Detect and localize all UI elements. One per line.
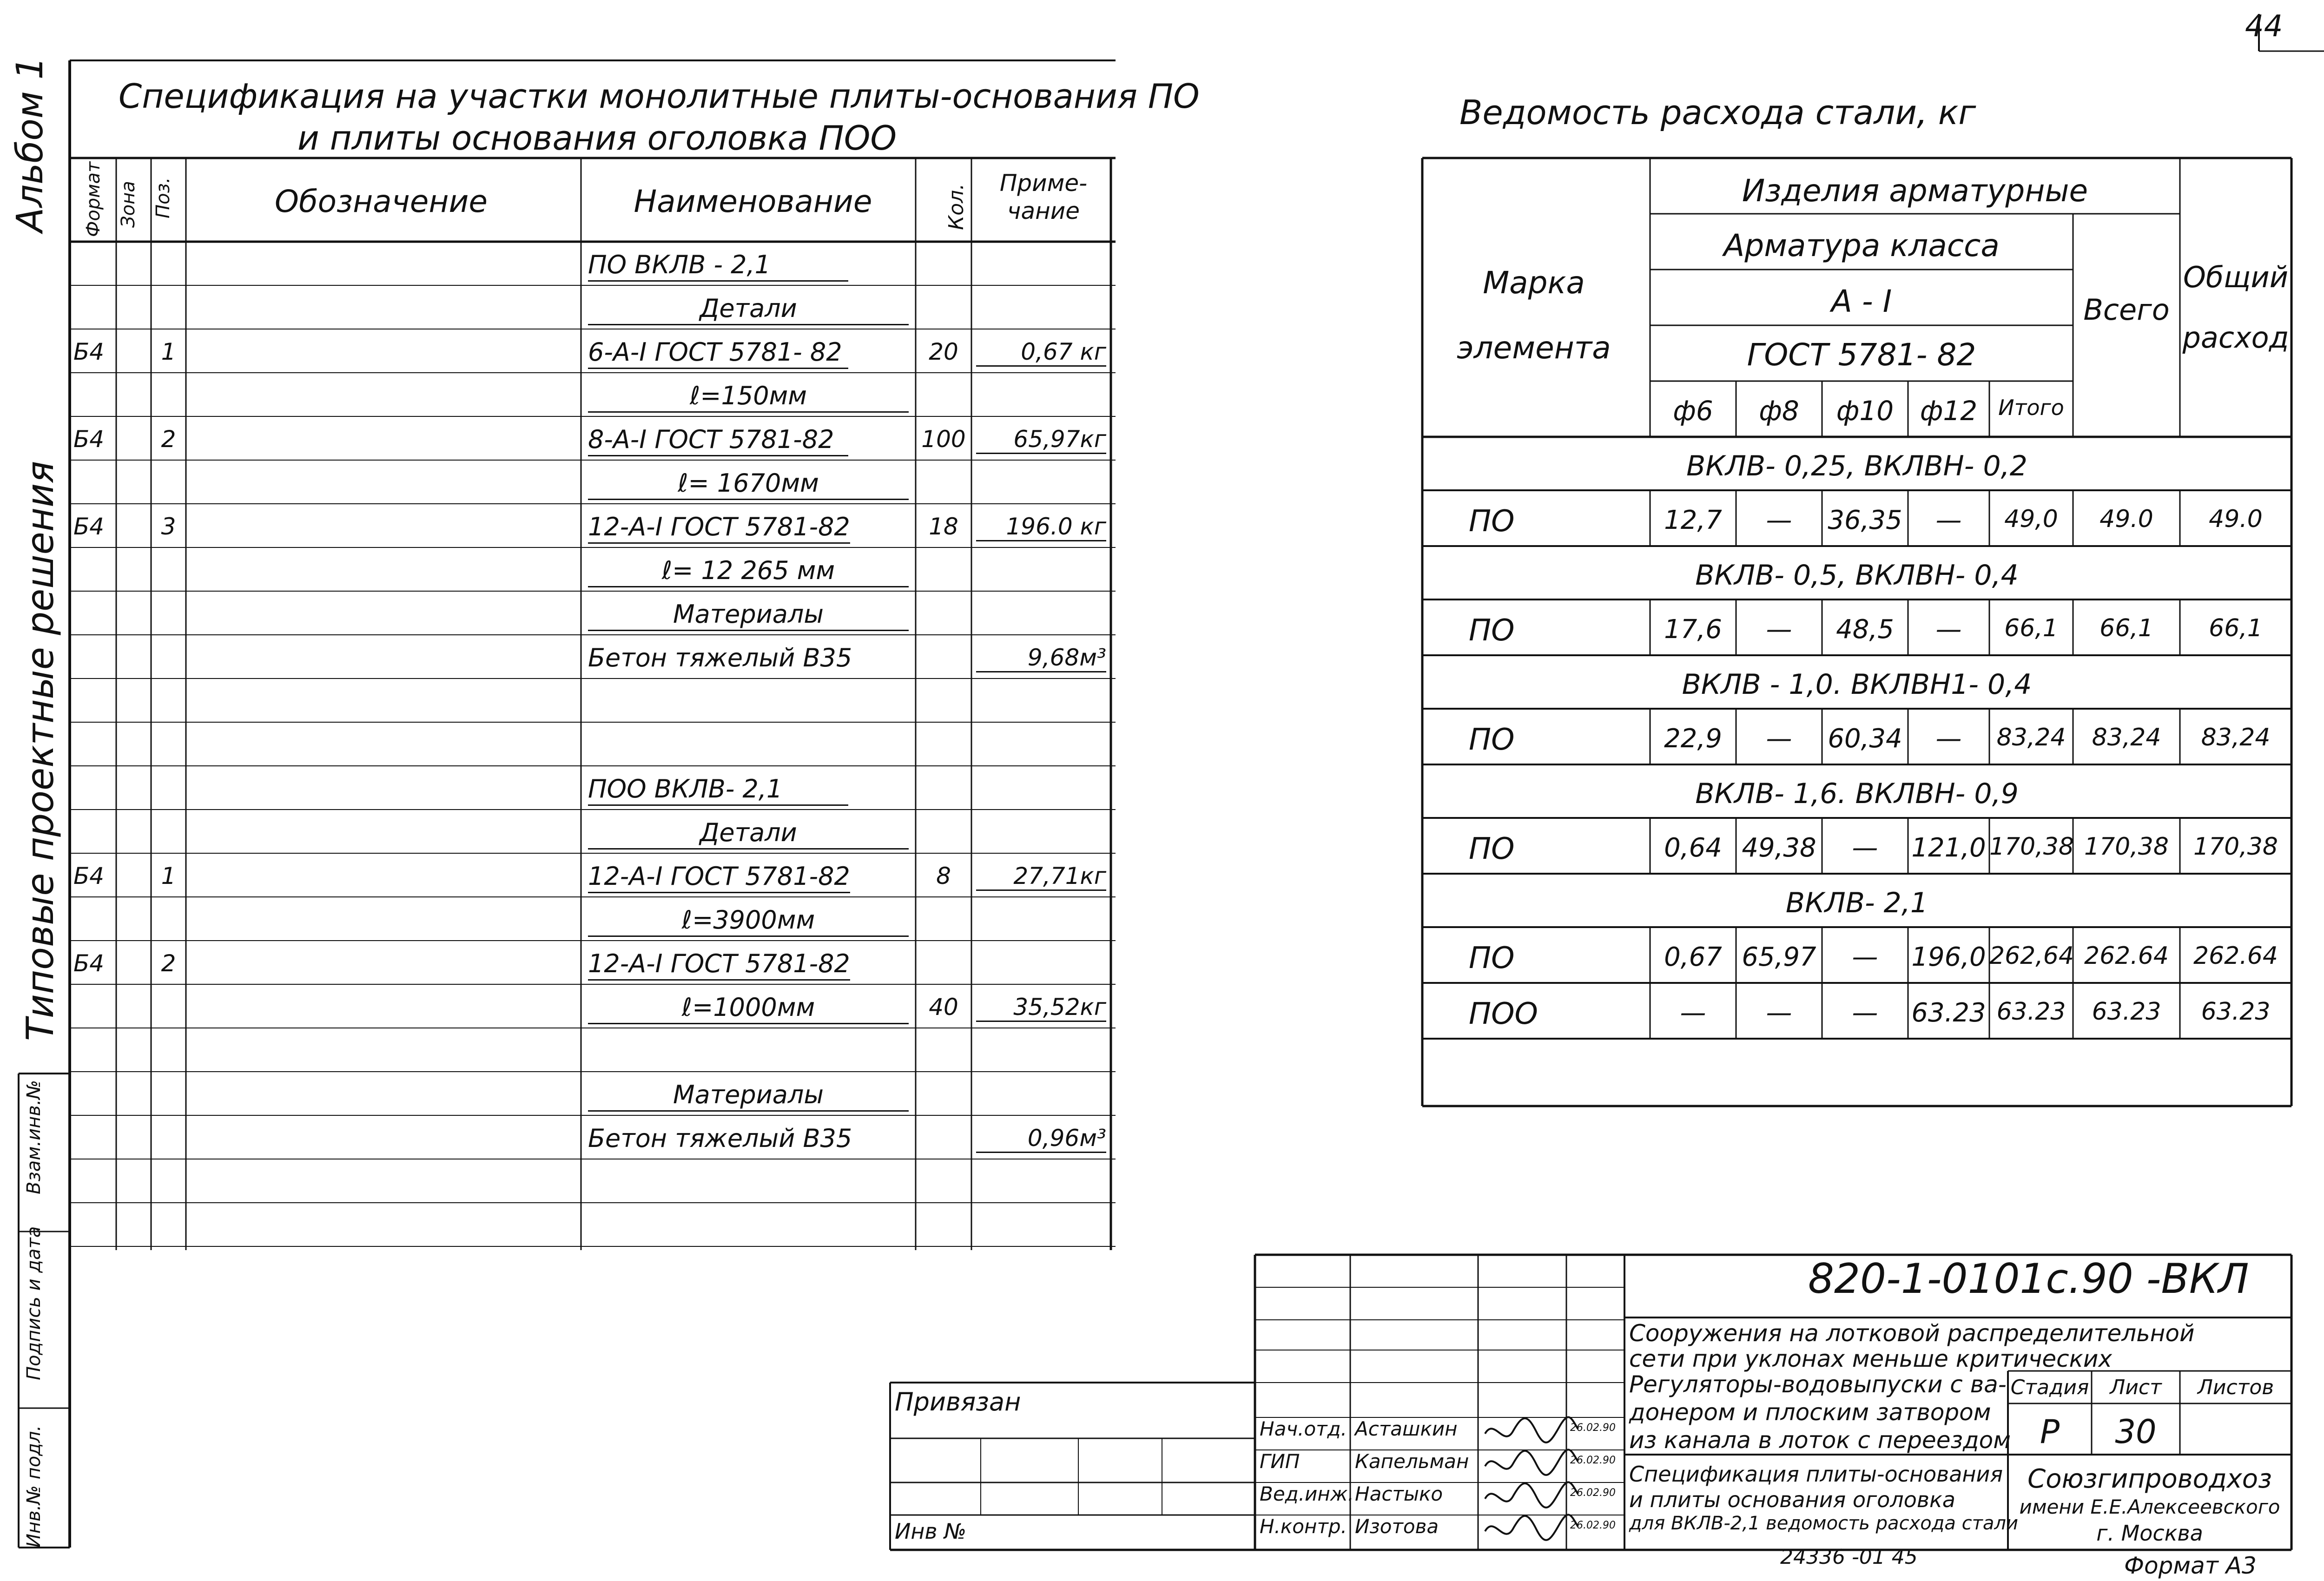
spec-row-note: 35,52кг — [976, 994, 1106, 1022]
spec-row-name: 12-А-I ГОСТ 5781-82 — [588, 862, 850, 893]
spec-row-format: Б4 — [73, 863, 105, 889]
sheet-value: 30 — [2115, 1413, 2157, 1451]
spec-row-note: 9,68м³ — [976, 644, 1106, 672]
spec-row-format: Б4 — [73, 338, 105, 365]
steel-col-header: ф12 — [1920, 395, 1978, 427]
header-format: Формат — [83, 161, 104, 237]
sheet-title-line3: для ВКЛВ-2,1 ведомость расхода стали — [1629, 1513, 2018, 1534]
stamp-person-date: 26.02.90 — [1570, 1455, 1616, 1466]
spec-row-note: 196.0 кг — [976, 513, 1106, 541]
steel-row-mark: ПОО — [1469, 997, 1538, 1031]
header-zone: Зона — [118, 181, 139, 228]
steel-group-label: ВКЛВ - 1,0. ВКЛВН1- 0,4 — [1682, 668, 2032, 701]
project-line4: донером и плоским затвором — [1629, 1399, 1991, 1426]
spec-row-name: ℓ=150мм — [588, 381, 909, 413]
steel-row-value: 63.23 — [1911, 998, 1986, 1028]
steel-row-value: — — [1852, 998, 1878, 1028]
spec-row-name: ℓ= 12 265 мм — [588, 556, 909, 587]
steel-row-value: — — [1766, 614, 1792, 645]
steel-row-value: 196,0 — [1911, 942, 1986, 972]
header-mark-line1: Марка — [1483, 265, 1585, 301]
stamp-person-name: Капельман — [1355, 1450, 1469, 1473]
inv-no-label: Инв № — [895, 1519, 967, 1544]
steel-row-mark: ПО — [1469, 723, 1515, 757]
steel-row-value: 0,67 — [1664, 942, 1722, 972]
spec-row-qty: 18 — [929, 513, 958, 540]
vzam-inv-label: Взам.инв.№ — [23, 1080, 45, 1194]
spec-row-format: Б4 — [73, 950, 105, 977]
spec-row-name: ℓ=3900мм — [588, 905, 909, 937]
header-rebar-class: Арматура класса — [1723, 228, 2000, 264]
steel-row-value: 66,1 — [2004, 614, 2058, 642]
steel-row-value: 63.23 — [2201, 998, 2271, 1026]
inv-podl-label: Инв.№ подл. — [23, 1425, 45, 1548]
header-qty: Кол. — [944, 183, 968, 230]
spec-row-note: 0,96м³ — [976, 1125, 1106, 1153]
project-line2: сети при уклонах меньше критических — [1629, 1345, 2112, 1372]
privyazan-label: Привязан — [895, 1387, 1021, 1416]
spec-row-name: Бетон тяжелый В35 — [588, 643, 852, 672]
stamp-person-role: Н.контр. — [1260, 1515, 1347, 1538]
series-label: Типовые проектные решения — [19, 461, 62, 1041]
steel-col-header: ф6 — [1673, 395, 1713, 427]
steel-row-value: 170,38 — [1989, 833, 2074, 861]
steel-row-mark: ПО — [1469, 613, 1515, 648]
steel-row-value: 83,24 — [2092, 724, 2161, 751]
steel-row-mark: ПО — [1469, 832, 1515, 866]
stamp-person-role: Вед.инж. — [1260, 1482, 1354, 1505]
header-pos: Поз. — [152, 177, 174, 218]
stamp-person-role: ГИП — [1260, 1450, 1300, 1473]
header-note-line2: чание — [1007, 198, 1080, 224]
spec-row-name: Детали — [588, 818, 909, 850]
steel-title: Ведомость расхода стали, кг — [1459, 93, 1976, 132]
steel-row-value: 49.0 — [2209, 505, 2263, 533]
spec-row-name: Детали — [588, 294, 909, 325]
steel-row-value: 121,0 — [1911, 833, 1986, 863]
steel-row-value: 12,7 — [1664, 505, 1722, 535]
sheet-title-line1: Спецификация плиты-основания — [1629, 1462, 2003, 1487]
header-designation: Обозначение — [275, 184, 488, 219]
steel-row-value: 63.23 — [2092, 998, 2161, 1026]
steel-col-header: ф8 — [1759, 395, 1799, 427]
spec-row-note: 0,67 кг — [976, 338, 1106, 367]
signature-mark — [1485, 1515, 1578, 1540]
spec-row-name: 12-А-I ГОСТ 5781-82 — [588, 512, 850, 544]
spec-row-name: 12-А-I ГОСТ 5781-82 — [588, 949, 850, 981]
steel-row-mark: ПО — [1469, 504, 1515, 539]
spec-row-pos: 2 — [161, 426, 176, 453]
spec-row-name: ℓ=1000мм — [588, 993, 909, 1024]
spec-row-name: Материалы — [588, 599, 909, 631]
project-line1: Сооружения на лотковой распределительной — [1629, 1320, 2195, 1347]
header-overall-line2: расход — [2182, 321, 2289, 355]
steel-row-value: — — [1852, 833, 1878, 863]
spec-row-name: 8-А-I ГОСТ 5781-82 — [588, 425, 848, 456]
stamp-person-date: 26.02.90 — [1570, 1422, 1616, 1434]
steel-row-value: — — [1852, 942, 1878, 972]
steel-row-value: 262.64 — [2084, 942, 2169, 970]
header-note-line1: Приме- — [999, 170, 1088, 197]
steel-row-value: 49,38 — [1742, 833, 1816, 863]
steel-col-header: Итого — [1998, 395, 2064, 420]
steel-row-value: 170,38 — [2084, 833, 2169, 861]
header-products: Изделия арматурные — [1742, 173, 2088, 209]
steel-row-value: 262,64 — [1989, 942, 2074, 970]
spec-row-pos: 1 — [161, 338, 176, 365]
spec-row-format: Б4 — [73, 426, 105, 453]
stage-label: Стадия — [2010, 1376, 2089, 1399]
sheet-title-line2: и плиты основания оголовка — [1629, 1487, 1955, 1512]
org-line1: Союзгипроводхоз — [2027, 1464, 2272, 1494]
spec-row-name: ℓ= 1670мм — [588, 468, 909, 500]
org-line3: г. Москва — [2096, 1521, 2203, 1546]
spec-row-qty: 100 — [921, 426, 966, 453]
archive-number: 24336 -01 45 — [1780, 1545, 1918, 1569]
spec-row-note: 27,71кг — [976, 863, 1106, 891]
spec-row-pos: 1 — [161, 863, 176, 889]
spec-row-pos: 2 — [161, 950, 176, 977]
sheet-label: Лист — [2110, 1376, 2162, 1399]
spec-row-name: ПО ВКЛВ - 2,1 — [588, 250, 848, 282]
spec-row-name: Материалы — [588, 1080, 909, 1112]
steel-row-value: 65,97 — [1742, 942, 1816, 972]
header-total: Всего — [2083, 293, 2170, 327]
steel-row-value: 66,1 — [2209, 614, 2263, 642]
spec-row-qty: 20 — [929, 338, 958, 365]
header-overall-line1: Общий — [2183, 260, 2289, 294]
doc-code: 820-1-0101с.90 -ВКЛ — [1808, 1255, 2249, 1303]
stamp-person-role: Нач.отд. — [1260, 1417, 1347, 1440]
steel-row-value: 262.64 — [2193, 942, 2278, 970]
spec-row-qty: 8 — [936, 863, 951, 889]
steel-row-value: 170,38 — [2193, 833, 2278, 861]
project-line5: из канала в лоток с переездом — [1629, 1427, 2011, 1454]
steel-group-label: ВКЛВ- 0,25, ВКЛВН- 0,2 — [1686, 450, 2027, 482]
page-number: 44 — [2245, 9, 2283, 44]
steel-row-value: 17,6 — [1664, 614, 1722, 645]
steel-group-label: ВКЛВ- 1,6. ВКЛВН- 0,9 — [1695, 777, 2019, 810]
stamp-person-name: Изотова — [1355, 1515, 1439, 1538]
signature-mark — [1485, 1482, 1578, 1507]
stamp-person-date: 26.02.90 — [1570, 1520, 1616, 1531]
spec-row-pos: 3 — [161, 513, 176, 540]
steel-row-mark: ПО — [1469, 941, 1515, 975]
steel-row-value: 0,64 — [1664, 833, 1722, 863]
stamp-person-name: Настыко — [1355, 1482, 1443, 1505]
spec-row-format: Б4 — [73, 513, 105, 540]
stamp-person-name: Асташкин — [1355, 1417, 1458, 1440]
spec-title-line2: и плиты основания оголовка ПОО — [297, 119, 897, 158]
header-mark-line2: элемента — [1457, 330, 1611, 366]
spec-row-qty: 40 — [929, 994, 958, 1021]
steel-row-value: 49.0 — [2100, 505, 2153, 533]
steel-row-value: — — [1766, 724, 1792, 754]
spec-title-line1: Спецификация на участки монолитные плиты-основания ПО — [119, 77, 1200, 116]
steel-row-value: — — [1766, 505, 1792, 535]
signature-mark — [1485, 1417, 1578, 1442]
stage-value: Р — [2040, 1413, 2060, 1451]
stamp-person-date: 26.02.90 — [1570, 1487, 1616, 1499]
album-label: Альбом 1 — [9, 56, 51, 232]
signature-date-label: Подпись и дата — [23, 1226, 45, 1380]
steel-row-value: 60,34 — [1828, 724, 1902, 754]
steel-row-value: 66,1 — [2100, 614, 2153, 642]
spec-row-name: Бетон тяжелый В35 — [588, 1124, 852, 1153]
steel-row-value: 36,35 — [1828, 505, 1902, 535]
steel-row-value: 48,5 — [1836, 614, 1894, 645]
spec-row-name: ПОО ВКЛВ- 2,1 — [588, 774, 848, 806]
steel-row-value: — — [1935, 724, 1962, 754]
org-line2: имени Е.Е.Алексеевского — [2019, 1495, 2280, 1518]
header-name: Наименование — [634, 184, 872, 219]
steel-row-value: 83,24 — [2201, 724, 2271, 751]
steel-group-label: ВКЛВ- 0,5, ВКЛВН- 0,4 — [1695, 559, 2019, 592]
format-label: Формат А3 — [2124, 1552, 2257, 1579]
header-class: А - I — [1831, 283, 1892, 319]
steel-row-value: 83,24 — [1996, 724, 2066, 751]
steel-row-value: — — [1680, 998, 1706, 1028]
steel-row-value: — — [1766, 998, 1792, 1028]
sheets-label: Листов — [2197, 1376, 2274, 1399]
project-line3: Регуляторы-водовыпуски с ва- — [1629, 1371, 2007, 1398]
steel-col-header: ф10 — [1836, 395, 1894, 427]
steel-row-value: 49,0 — [2004, 505, 2058, 533]
header-gost: ГОСТ 5781- 82 — [1747, 337, 1976, 373]
steel-group-label: ВКЛВ- 2,1 — [1785, 887, 1928, 919]
spec-row-note: 65,97кг — [976, 426, 1106, 454]
spec-row-name: 6-А-I ГОСТ 5781- 82 — [588, 337, 848, 369]
steel-row-value: 63.23 — [1996, 998, 2066, 1026]
steel-row-value: — — [1935, 614, 1962, 645]
steel-row-value: 22,9 — [1664, 724, 1722, 754]
signature-mark — [1485, 1449, 1578, 1475]
steel-row-value: — — [1935, 505, 1962, 535]
